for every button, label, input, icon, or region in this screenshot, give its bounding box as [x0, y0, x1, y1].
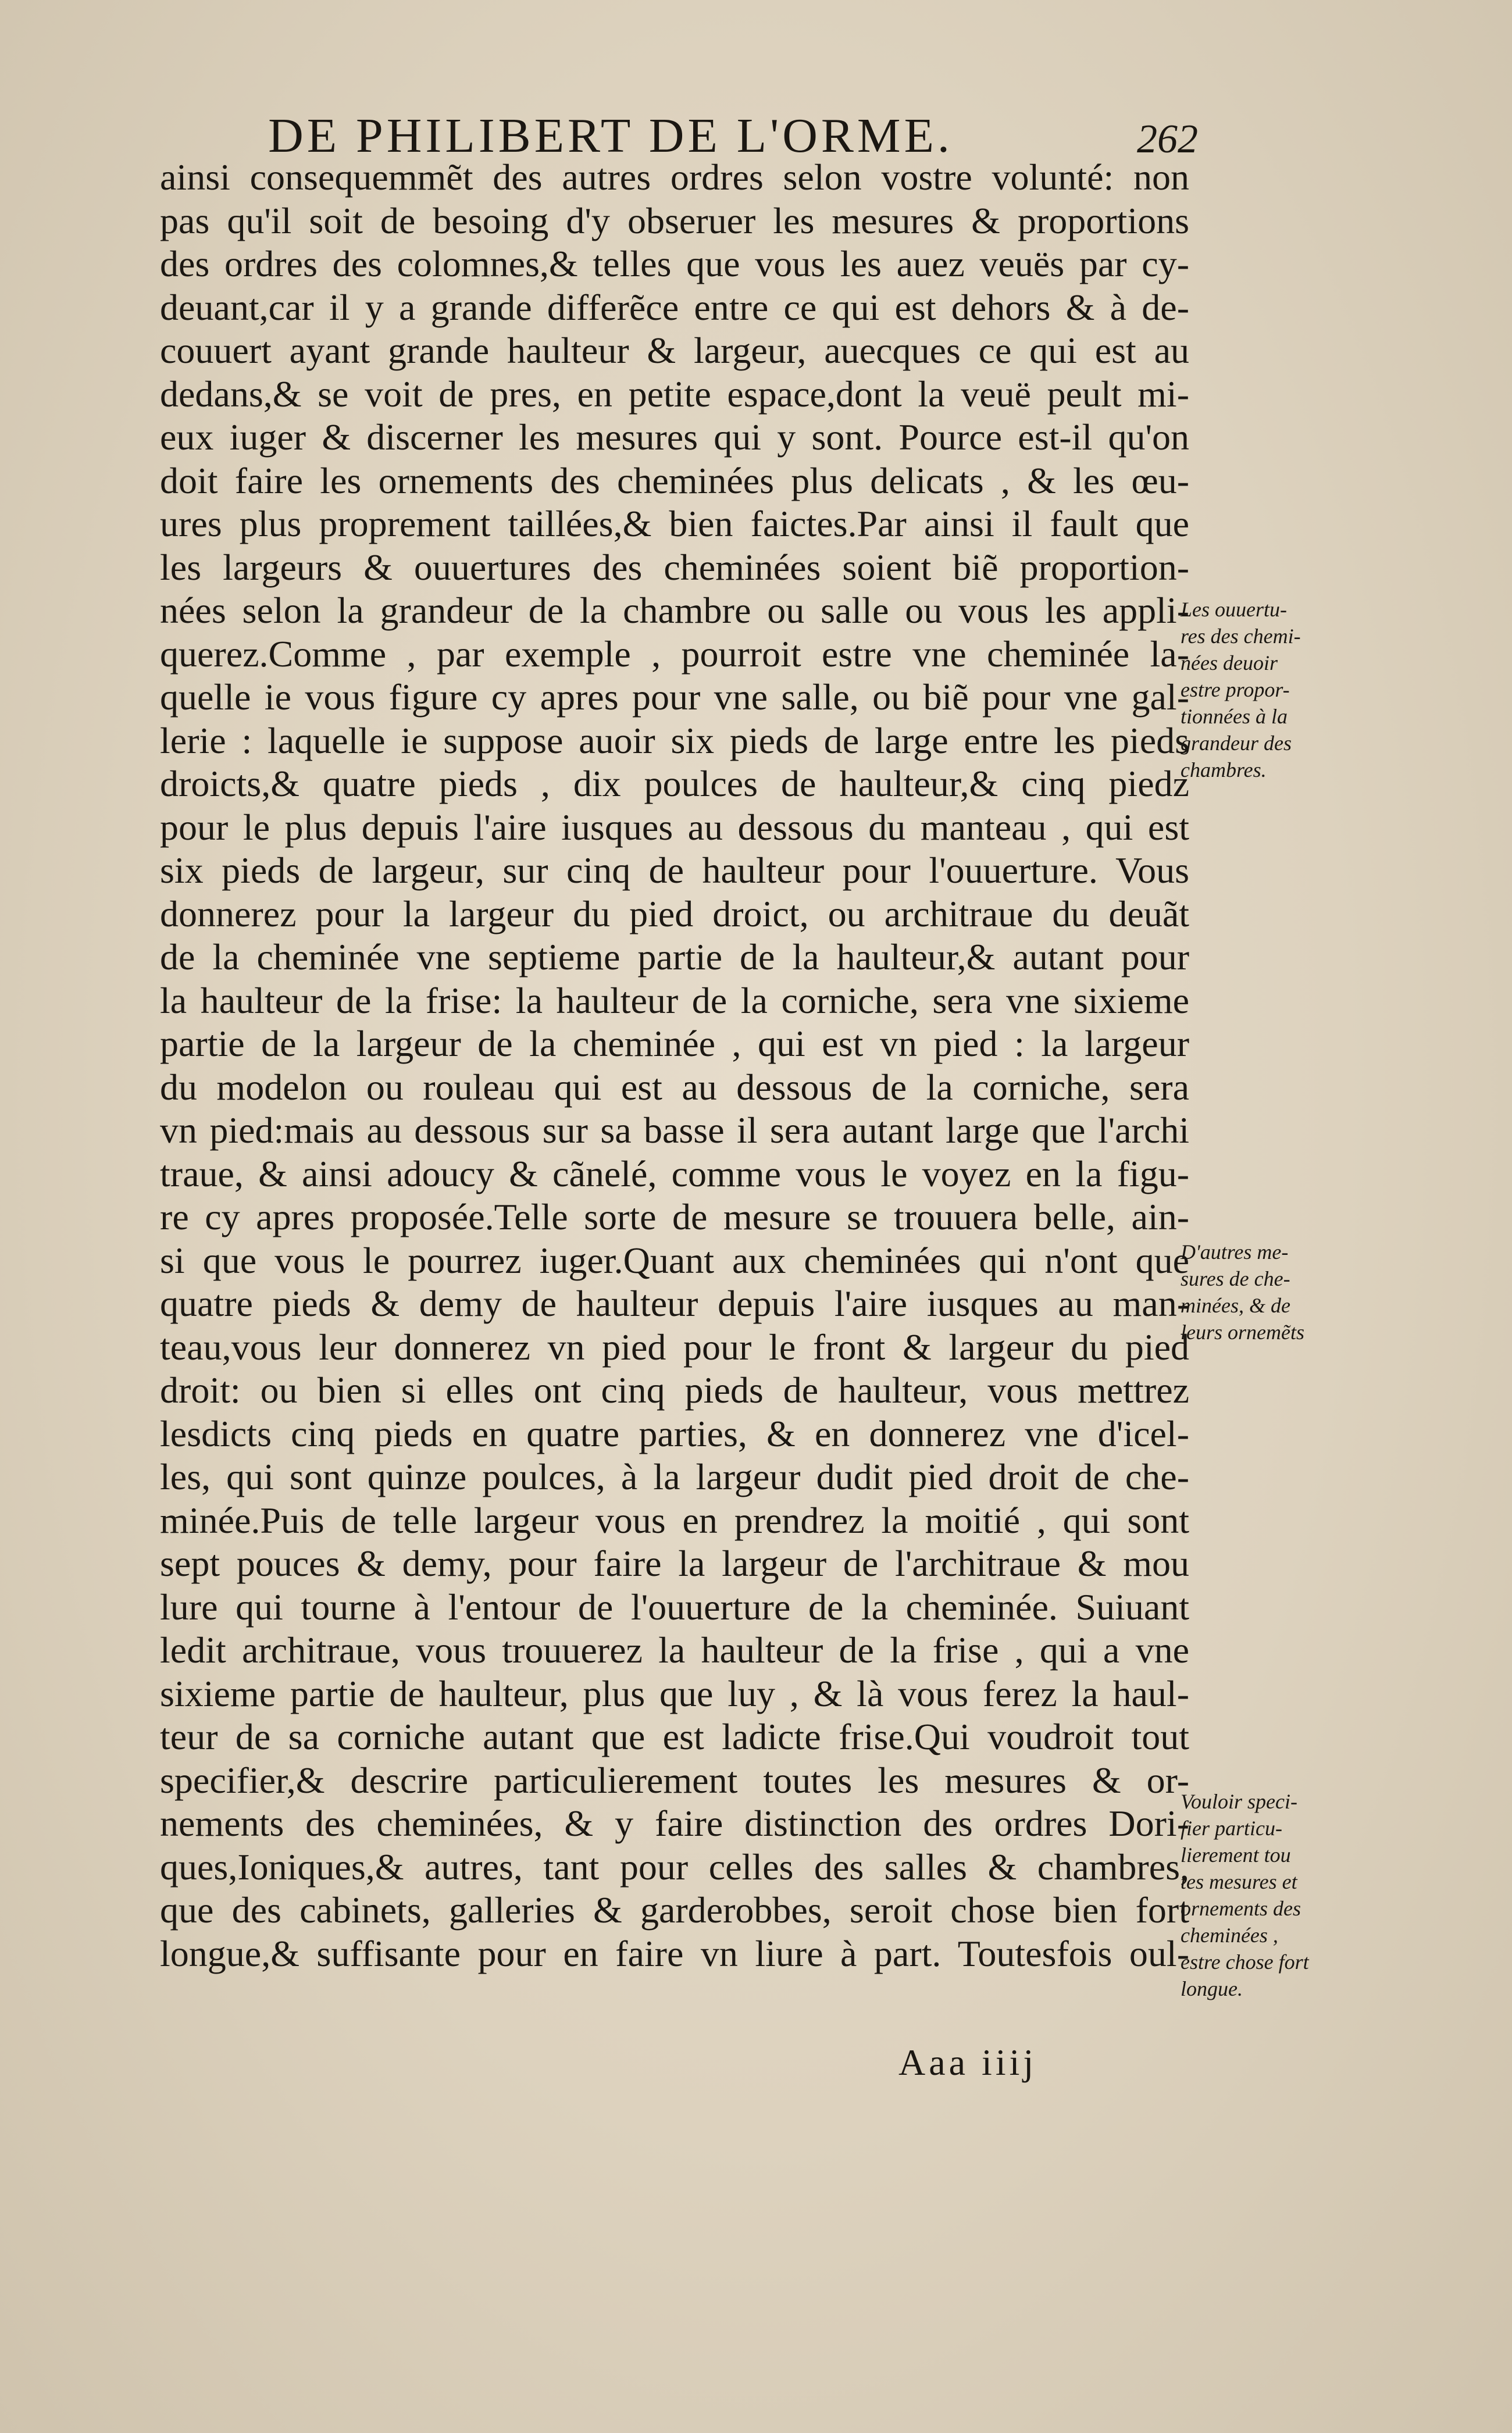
margin-note-line: tes mesures et	[1181, 1870, 1297, 1893]
margin-note-line: ornements des	[1181, 1897, 1301, 1920]
text-line: quatre pieds & demy de haulteur depuis l'aire iusques au man-	[160, 1283, 1189, 1324]
text-line: longue,& suffisante pour en faire vn liure à part. Toutesfois oul-	[160, 1932, 1189, 1974]
text-line: partie de la largeur de la cheminée , qui est vn pied : la largeur	[160, 1023, 1189, 1064]
text-line: pas qu'il soit de besoing d'y obseruer les mesures & proportions	[160, 199, 1189, 241]
margin-note-line: nées deuoir	[1181, 651, 1278, 675]
text-line: que des cabinets, galleries & garderobbes, seroit chose bien fort	[160, 1889, 1189, 1931]
text-line: traue, & ainsi adoucy & cãnelé, comme vous le voyez en la figu-	[160, 1153, 1189, 1194]
body-text	[160, 156, 1189, 1975]
margin-note-line: D'autres me-	[1181, 1240, 1289, 1264]
text-line: des ordres des colomnes,& telles que vous les auez veuës par cy-	[160, 243, 1189, 284]
text-line: teur de sa corniche autant que est ladicte frise.Qui voudroit tout	[160, 1716, 1189, 1757]
text-line: querez.Comme , par exemple , pourroit estre vne cheminée la-	[160, 633, 1189, 675]
text-line: minée.Puis de telle largeur vous en prendrez la moitié , qui sont	[160, 1499, 1189, 1541]
text-line: du modelon ou rouleau qui est au dessous de la corniche, sera	[160, 1066, 1189, 1108]
margin-note-line: estre chose fort	[1181, 1950, 1309, 1974]
margin-note-line: minées, & de	[1181, 1294, 1290, 1317]
text-line: couuert ayant grande haulteur & largeur, auecques ce qui est au	[160, 330, 1189, 371]
text-line: lesdicts cinq pieds en quatre parties, & en donnerez vne d'icel-	[160, 1412, 1189, 1454]
text-line: teau,vous leur donnerez vn pied pour le front & largeur du pied	[160, 1326, 1189, 1368]
text-line: droit: ou bien si elles ont cinq pieds de haulteur, vous mettrez	[160, 1369, 1189, 1411]
margin-note-line: chambres.	[1181, 758, 1267, 782]
margin-note-line: fier particu-	[1181, 1817, 1282, 1840]
margin-note-line: tionnées à la	[1181, 705, 1288, 728]
text-line: ures plus proprement taillées,& bien faictes.Par ainsi il fault que	[160, 503, 1189, 544]
margin-note-line: grandeur des	[1181, 732, 1292, 755]
text-line: vn pied:mais au dessous sur sa basse il sera autant large que l'archi	[160, 1110, 1189, 1151]
margin-note-line: Vouloir speci-	[1181, 1790, 1297, 1813]
text-line: ledit architraue, vous trouuerez la haulteur de la frise , qui a vne	[160, 1629, 1189, 1671]
text-line: donnerez pour la largeur du pied droict, ou architraue du deuãt	[160, 893, 1189, 934]
text-line: les largeurs & ouuertures des cheminées soient biẽ proportion-	[160, 546, 1189, 588]
text-line: deuant,car il y a grande differẽce entre ce qui est dehors & à de-	[160, 286, 1189, 328]
text-line: de la cheminée vne septieme partie de la haulteur,& autant pour	[160, 936, 1189, 978]
text-line: ques,Ioniques,& autres, tant pour celles des salles & chambres,	[160, 1846, 1189, 1888]
margin-note-line: estre propor-	[1181, 678, 1290, 701]
text-line: la haulteur de la frise: la haulteur de la corniche, sera vne sixieme	[160, 979, 1189, 1021]
text-line: doit faire les ornements des cheminées plus delicats , & les œu-	[160, 459, 1189, 501]
margin-note-line: res des chemi-	[1181, 625, 1301, 648]
text-line: si que vous le pourrez iuger.Quant aux cheminées qui n'ont que	[160, 1239, 1189, 1281]
text-line: droicts,& quatre pieds , dix poulces de haulteur,& cinq piedz	[160, 763, 1189, 804]
text-line: nements des cheminées, & y faire distinction des ordres Dori-	[160, 1803, 1189, 1844]
text-line: lerie : laquelle ie suppose auoir six pieds de large entre les pieds	[160, 719, 1189, 761]
text-line: dedans,& se voit de pres, en petite espace,dont la veuë peult mi-	[160, 373, 1189, 415]
text-line: specifier,& descrire particulierement toutes les mesures & or-	[160, 1759, 1189, 1801]
signature-mark: Aaa iiij	[898, 2042, 1037, 2083]
text-line: sept pouces & demy, pour faire la largeur de l'architraue & mou	[160, 1543, 1189, 1584]
margin-note-line: longue.	[1181, 1977, 1243, 2000]
margin-note-1	[1181, 596, 1349, 783]
text-line: lure qui tourne à l'entour de l'ouuerture de la cheminée. Suiuant	[160, 1586, 1189, 1628]
margin-note-line: Les ouuertu-	[1181, 598, 1287, 621]
text-line: pour le plus depuis l'aire iusques au dessous du manteau , qui est	[160, 806, 1189, 848]
text-line: eux iuger & discerner les mesures qui y sont. Pource est-il qu'on	[160, 416, 1189, 458]
margin-note-line: leurs ornemẽts	[1181, 1321, 1304, 1344]
margin-note-line: sures de che-	[1181, 1267, 1290, 1290]
margin-note-line: cheminées ,	[1181, 1924, 1278, 1947]
text-line: quelle ie vous figure cy apres pour vne salle, ou biẽ pour vne gal-	[160, 676, 1189, 718]
text-line: re cy apres proposée.Telle sorte de mesure se trouuera belle, ain-	[160, 1196, 1189, 1237]
margin-note-3	[1181, 1788, 1349, 2002]
text-line: nées selon la grandeur de la chambre ou salle ou vous les appli-	[160, 590, 1189, 631]
running-head: DE PHILIBERT DE L'ORME.	[268, 109, 953, 163]
text-line: sixieme partie de haulteur, plus que luy , & là vous ferez la haul-	[160, 1672, 1189, 1714]
page-number: 262	[1137, 117, 1198, 162]
text-line: les, qui sont quinze poulces, à la largeur dudit pied droit de che-	[160, 1456, 1189, 1497]
text-line: ainsi consequemmẽt des autres ordres selon vostre volunté: non	[160, 156, 1189, 198]
margin-note-line: lierement tou	[1181, 1843, 1291, 1867]
margin-note-2	[1181, 1239, 1349, 1346]
text-line: six pieds de largeur, sur cinq de haulteur pour l'ouuerture. Vous	[160, 850, 1189, 891]
